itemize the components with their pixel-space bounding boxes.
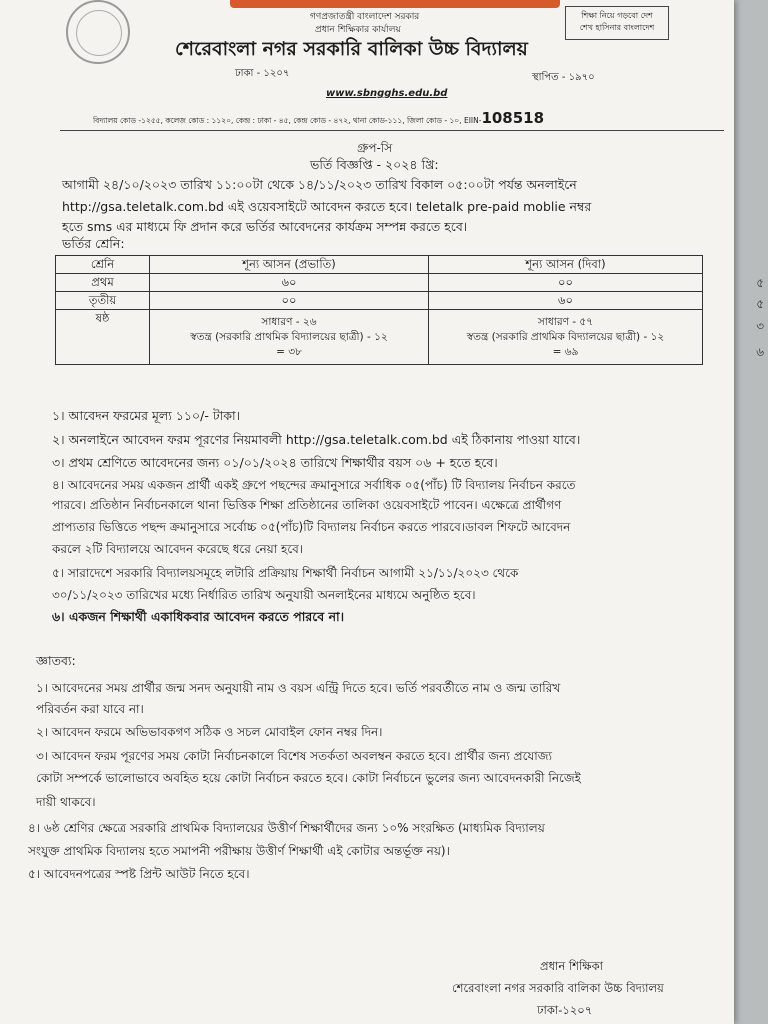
note-line: ৫। আবেদনপত্রের স্পষ্ট প্রিন্ট আউট নিতে হবে।: [28, 867, 250, 881]
rule-line: ৫। সারাদেশে সরকারি বিদ্যালয়সমূহে লটারি প্রক্রিয়ায় শিক্ষার্থী নির্বাচন আগামী ২১/১১/২০২৩ থেকে: [52, 566, 519, 580]
seat-table: [55, 255, 703, 365]
side-number: ৩: [756, 319, 764, 333]
side-number: ৫: [756, 297, 764, 311]
table-row: [56, 274, 703, 292]
government-seal-icon: [66, 0, 130, 64]
rule-line: প্রাপ্যতার ভিত্তিতে পছন্দ ক্রমানুসারে সর্বোচ্চ ০৫(পাঁচ)টি বিদ্যালয় নির্বাচন করতে পারবে।ডাবল শিফটে আবেদন: [52, 520, 571, 534]
seat-line: স্বতন্ত্র (সরকারি প্রাথমিক বিদ্যালয়ের ছাত্রী) - ১২: [466, 330, 665, 343]
rule-line: ৩০/১১/২০২৩ তারিখের মধ্যে নির্ধারিত তারিখ অনুযায়ী অনলাইনের মাধ্যমে অনুষ্ঠিত হবে।: [52, 588, 476, 602]
table-header-row: [56, 256, 703, 274]
note-line: দায়ী থাকবে।: [36, 795, 96, 809]
table-row: [56, 310, 703, 365]
website-link[interactable]: www.sbngghs.edu.bd: [326, 88, 448, 99]
note-line: ৪। ৬ষ্ঠ শ্রেণির ক্ষেত্রে সরকারি প্রাথমিক বিদ্যালয়ের উত্তীর্ণ শিক্ষার্থীদের জন্য ১০% সংরক্ষিত (মাধ্যমিক বিদ্যালয়: [28, 821, 545, 835]
class-cell: তৃতীয়: [56, 292, 150, 310]
rule-line: ৪। আবেদনের সময় একজন প্রার্থী একই গ্রুপে পছন্দের ক্রমানুসারে সর্বাধিক ০৫(পাঁচ) টি বিদ্যালয় নির্বাচন করতে: [52, 478, 576, 492]
column-header: শ্রেনি: [56, 256, 150, 274]
govt-line: গণপ্রজাতন্ত্রী বাংলাদেশ সরকার: [310, 12, 420, 22]
rule-line: ২। অনলাইনে আবেদন ফরম পূরণের নিয়মাবলী http://gsa.teletalk.com.bd এই ঠিকানায় পাওয়া যাবে।: [52, 432, 581, 447]
rule-line: ৩। প্রথম শ্রেণিতে আবেদনের জন্য ০১/০১/২০২৪ তারিখে শিক্ষার্থীর বয়স ০৬ + হতে হবে।: [52, 455, 498, 470]
slogan-line: শেখ হাসিনার বাংলাদেশ: [579, 23, 655, 32]
rule-line: করলে ২টি বিদ্যালয়ে আবেদন করেছে ধরে নেয়া হবে।: [52, 542, 304, 556]
note-line: সংযুক্ত প্রাথমিক বিদ্যালয় হতে সমাপনী পরীক্ষায় উত্তীর্ণ শিক্ষার্থী এই কোটার অন্তর্ভূক্ত নয়)।: [28, 844, 450, 858]
side-number: ৬: [756, 345, 764, 359]
school-name: শেরেবাংলা নগর সরকারি বালিকা উচ্চ বিদ্যালয়: [175, 38, 528, 60]
school-location: ঢাকা - ১২০৭: [235, 68, 290, 79]
signatory-school: শেরেবাংলা নগর সরকারি বালিকা উচ্চ বিদ্যালয়: [452, 981, 664, 995]
eiin-number: 108518: [481, 109, 545, 127]
codes-text: বিদ্যালয় কোড -১২৫৫, কলেজ কোড : ১১২০, কেন্দ্র : ঢাকা - ৪৫, কেন্দ্র কোড - ৪৭২, থানা কোড-১১১, জিলা কোড - ১০, EIIN-: [93, 116, 482, 125]
note-line: ৩। আবেদন ফরম পূরণের সময় কোটা নির্বাচনকালে বিশেষ সতর্কতা অবলম্বন করতে হবে। প্রার্থীর জন্য প্রযোজ্য: [36, 749, 553, 763]
morning-seats: ০০: [150, 292, 429, 310]
column-header: শূন্য আসন (দিবা): [429, 256, 703, 274]
signatory-title: প্রধান শিক্ষিকা: [540, 959, 603, 973]
intro-line: http://gsa.teletalk.com.bd এই ওয়েবসাইটে আবেদন করতে হবে। teletalk pre-paid moblie নম্বর: [62, 199, 592, 214]
rule-line: ১। আবেদন ফরমের মূল্য ১১০/- টাকা।: [52, 408, 241, 423]
morning-seats: [150, 310, 429, 365]
class-cell: ষষ্ঠ: [56, 310, 150, 365]
note-line: পরিবর্তন করা যাবে না।: [36, 702, 144, 716]
notice-title: ভর্তি বিজ্ঞপ্তি - ২০২৪ খ্রি:: [310, 157, 439, 172]
header-divider: [60, 130, 724, 131]
seat-line: স্বতন্ত্র (সরকারি প্রাথমিক বিদ্যালয়ের ছাত্রী) - ১২: [190, 330, 388, 343]
column-header: শূন্য আসন (প্রভাতি): [150, 256, 429, 274]
side-number: ৫: [756, 276, 764, 290]
group-label: গ্রুপ-সি: [357, 141, 393, 155]
seat-line: = ৬৯: [552, 345, 579, 358]
office-line: প্রধান শিক্ষিকার কার্যালয়: [315, 25, 401, 35]
seat-line: সাধারণ - ২৬: [261, 315, 317, 328]
table-row: [56, 292, 703, 310]
seat-line: সাধারণ - ৫৭: [537, 315, 594, 328]
established-year: স্থাপিত - ১৯৭০: [532, 72, 595, 83]
slogan-line: শিক্ষা নিয়ে গড়বো দেশ: [581, 11, 653, 20]
class-cell: প্রথম: [56, 274, 150, 292]
day-seats: [429, 310, 703, 365]
intro-line: আগামী ২৪/১০/২০২৩ তারিখ ১১:০০টা থেকে ১৪/১১/২০২৩ তারিখ বিকাল ০৫:০০টা পর্যন্ত অনলাইনে: [62, 177, 577, 192]
signatory-city: ঢাকা-১২০৭: [537, 1003, 593, 1017]
top-clip: [230, 0, 560, 8]
morning-seats: ৬০: [150, 274, 429, 292]
note-line: ১। আবেদনের সময় প্রার্থীর জন্ম সনদ অনুযায়ী নাম ও বয়স এন্ট্রি দিতে হবে। ভর্তি পরবর্তীতে নাম ও জন্ম তারিখ: [36, 681, 561, 695]
note-line: ২। আবেদন ফরমে অভিভাবকগণ সঠিক ও সচল মোবাইল ফোন নম্বর দিন।: [36, 725, 383, 739]
notes-heading: জ্ঞাতব্য:: [36, 653, 76, 668]
day-seats: ০০: [429, 274, 703, 292]
seat-line: = ৩৮: [276, 345, 302, 358]
codes-line: [93, 109, 544, 128]
day-seats: ৬০: [429, 292, 703, 310]
note-line: কোটা সম্পর্কে ভালোভাবে অবহিত হয়ে কোটা নির্বাচন করতে হবে। কোটা নির্বাচনে ভুলের জন্য আবেদনকারী নিজেই: [36, 771, 581, 785]
slogan-box: [565, 6, 669, 40]
rule-line: ৬। একজন শিক্ষার্থী একাধিকবার আবেদন করতে পারবে না।: [52, 609, 345, 624]
class-heading: ভর্তির শ্রেনি:: [62, 236, 125, 251]
rule-line: পারবে। প্রতিষ্ঠান নির্বাচনকালে থানা ভিত্তিক শিক্ষা প্রতিষ্ঠানের তালিকা ওয়েবসাইটে পাবেন। এক্ষেত্রে প্রার্থীগণ: [52, 498, 562, 512]
intro-line: হতে sms এর মাধ্যমে ফি প্রদান করে ভর্তির আবেদনের কার্যক্রম সম্পন্ন করতে হবে।: [62, 219, 468, 234]
